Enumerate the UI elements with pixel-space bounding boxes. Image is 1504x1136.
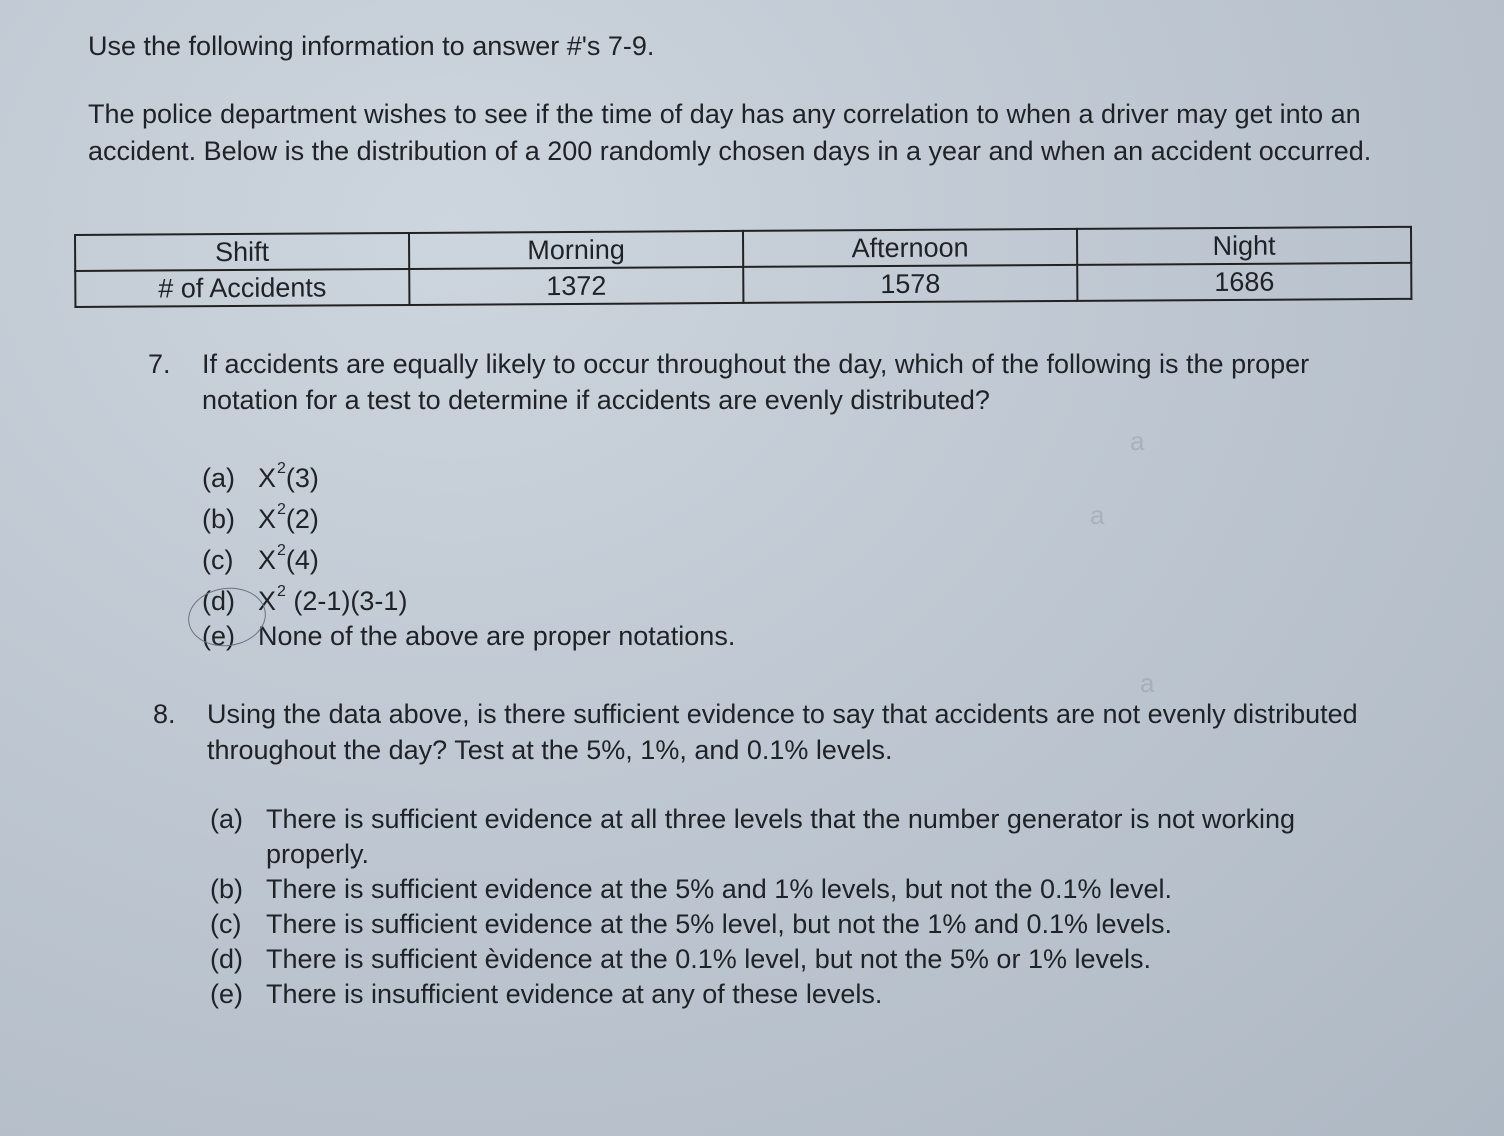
q7-option-e[interactable] — [202, 619, 735, 654]
q8-option-c[interactable] — [210, 907, 1340, 942]
bleed-through-mark: a — [1090, 500, 1105, 530]
question-8-options — [210, 802, 1340, 1012]
q8-option-b[interactable] — [210, 872, 1340, 907]
option-label: (b) — [202, 504, 235, 534]
option-label: (c) — [210, 909, 242, 939]
question-7-number: 7. — [148, 349, 171, 379]
table-cell-morning: 1372 — [409, 267, 743, 305]
chi-square-notation — [258, 501, 319, 534]
table-header-afternoon: Afternoon — [743, 229, 1077, 267]
table-label-accidents: # of Accidents — [75, 269, 409, 307]
option-text: There is sufficient èvidence at the 0.1% level, but not the 5% or 1% levels. — [266, 944, 1152, 974]
accidents-table — [74, 226, 1412, 308]
q8-option-d[interactable] — [210, 942, 1340, 977]
q8-option-a[interactable] — [210, 802, 1340, 872]
degrees-of-freedom: (2) — [285, 504, 319, 534]
q7-option-b[interactable] — [202, 496, 735, 537]
intro-line: Use the following information to answer #'s 7-9. — [88, 31, 655, 61]
chi-square-notation — [258, 542, 319, 575]
table-row — [75, 263, 1411, 307]
table-cell-night: 1686 — [1077, 263, 1411, 301]
q7-option-c[interactable] — [202, 537, 735, 578]
degrees-of-freedom: (2-1)(3-1) — [285, 586, 408, 616]
option-text: There is sufficient evidence at all three levels that the number generator is not working properly. — [266, 804, 1296, 869]
q8-option-e[interactable] — [210, 977, 1340, 1012]
q7-option-d[interactable] — [202, 578, 735, 619]
degrees-of-freedom: (4) — [285, 545, 319, 575]
question-8-number: 8. — [153, 699, 176, 729]
option-label: (d) — [202, 586, 235, 616]
option-text: There is sufficient evidence at the 5% and 1% levels, but not the 0.1% level. — [266, 874, 1173, 904]
scenario-paragraph: The police department wishes to see if the time of day has any correlation to when a driver may get into an accident. Below is the distribution of a 200 randomly chosen days in a year and when an accident occurred. — [88, 99, 1372, 166]
option-label: (a) — [202, 463, 235, 493]
option-label: (e) — [202, 621, 235, 651]
question-7-options — [202, 455, 735, 654]
option-text: None of the above are proper notations. — [258, 621, 736, 651]
table-header-shift: Shift — [75, 233, 409, 271]
question-8-text: Using the data above, is there sufficient evidence to say that accidents are not evenly distributed throughout the day? Test at the 5%, 1%, and 0.1% levels. — [207, 699, 1358, 765]
bleed-through-mark: a — [1130, 426, 1145, 456]
chi-symbol: X — [258, 463, 277, 493]
table-header-morning: Morning — [409, 231, 743, 269]
superscript: 2 — [277, 501, 286, 518]
chi-square-notation — [258, 583, 408, 616]
q7-option-a[interactable] — [202, 455, 735, 496]
option-text: There is sufficient evidence at the 5% level, but not the 1% and 0.1% levels. — [266, 909, 1173, 939]
table-header-night: Night — [1077, 227, 1411, 265]
option-label: (c) — [202, 545, 234, 575]
table-cell-afternoon: 1578 — [743, 265, 1077, 303]
option-text: There is insufficient evidence at any of these levels. — [266, 979, 883, 1009]
degrees-of-freedom: (3) — [285, 463, 319, 493]
superscript: 2 — [277, 542, 286, 559]
question-7-text: If accidents are equally likely to occur throughout the day, which of the following is the proper notation for a test to determine if accidents are evenly distributed? — [202, 349, 1310, 415]
question-7 — [148, 346, 1368, 426]
option-label: (d) — [210, 944, 243, 974]
bleed-through-mark: a — [1140, 668, 1155, 698]
question-8 — [153, 696, 1373, 776]
chi-symbol: X — [258, 586, 277, 616]
superscript: 2 — [277, 583, 286, 600]
chi-square-notation — [258, 460, 319, 493]
option-label: (a) — [210, 804, 243, 834]
chi-symbol: X — [258, 504, 277, 534]
option-label: (e) — [210, 979, 243, 1009]
option-label: (b) — [210, 874, 243, 904]
superscript: 2 — [277, 460, 286, 477]
chi-symbol: X — [258, 545, 277, 575]
